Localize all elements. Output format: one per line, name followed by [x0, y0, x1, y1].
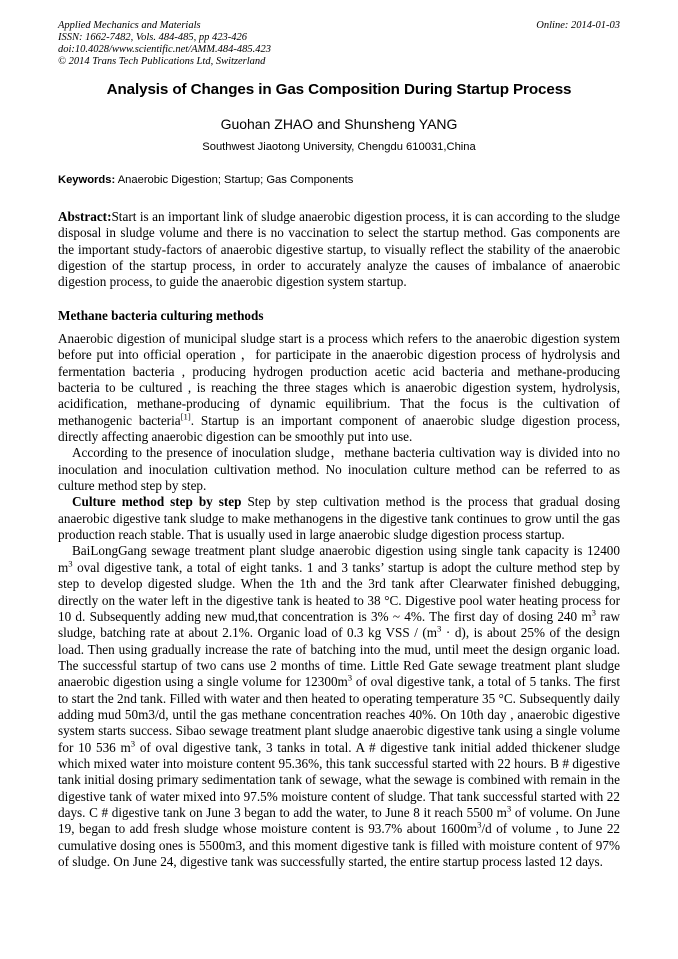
paragraph-4-segment-6: of oval digestive tank, 3 tanks in total. A # digestive tank initial added thickener sludge which mixed water into moisture content 95.36%, this tank successful started with 22 hours. B # digestive tank initial dosing primary sedimentation tank of sewage, what the sewage is combined with remain in the digestive tank of water mixed into 97.5% moisture content of sludge. That tank successful started with 22 days. C # digestive tank on June 3 began to add the water, to June 8 it reach 5500 m [58, 739, 620, 820]
paragraph-4-segment-5: of oval digestive tank, a total of 5 tanks. The first to start the 2nd tank. Filled with water and then heated to operating temperature 35 °C. Subsequently daily adding mud 50m3/d, until the gas methane concentration reaches 40%. On 10th day , anaerobic digestive system starts success. Sibao sewage treatment plant sludge anaerobic digestive tank using a single volume for 10 536 m [58, 674, 620, 755]
author-list: Guohan ZHAO and Shunsheng YANG [220, 116, 458, 132]
issn-line: ISSN: 1662-7482, Vols. 484-485, pp 423-426 [58, 32, 247, 44]
paragraph-4-segment-1: BaiLongGang sewage treatment plant sludge anaerobic digestion using single tank capacity is 12400 m [58, 543, 620, 575]
superscript-cubic-2: 3 [591, 607, 596, 618]
paragraph-3-text: Step by step cultivation method is the process that gradual dosing anaerobic digestive tank sludge to make methanogens in the digestive tank continues to grow until the gas production reach stable. That is usually used in large anaerobic sludge digestion process startup. [58, 494, 620, 543]
abstract-block [58, 209, 620, 291]
journal-header-top-row [58, 20, 620, 32]
keywords-label: Keywords: [58, 174, 116, 186]
doi-line[interactable]: doi:10.4028/www.scientific.net/AMM.484-485.423 [58, 44, 271, 56]
paragraph-4 [58, 543, 620, 870]
copyright-line: © 2014 Trans Tech Publications Ltd, Switzerland [58, 56, 266, 68]
paragraph-1-part-1: Anaerobic digestion of municipal sludge start is a process which refers to the anaerobic digestion system before put into official operation ，for participate in the anaerobic digestion process of hydrolysis and fermentation bacteria , producing hydrogen production acetic acid bacteria and methane-producing bacteria to be cultured , is reaching the three stages which is anaerobic digestion system, hydrolysis, acidification, methane-producing of dynamic equilibrium. That the focus is the cultivation of methanogenic bacteria [58, 331, 620, 428]
paragraph-4-segment-8: /d of volume , to June 22 cumulative dosing ones is 5500m3, and this moment digestive tank is filled with moisture content of 97% of sludge. On June 24, digestive tank was successfully started, the entire startup process lasted 12 days. [58, 821, 621, 869]
abstract-text: Start is an important link of sludge anaerobic digestion process, it is can according to the sludge disposal in sludge volume and there is no vaccination to select the startup method. Gas components are the important study-factors of anaerobic digestive startup, to visually reflect the stability of the anaerobic digestion of the startup process, in order to accurately analyze the causes of imbalance of anaerobic digestion process, to guide the anaerobic digestion system startup. [58, 209, 620, 290]
superscript-cubic-5: 3 [130, 738, 136, 749]
journal-header [58, 20, 620, 68]
paragraph-2: According to the presence of inoculation sludge，methane bacteria cultivation way is divided into no inoculation and inoculation cultivation method. No inoculation culture method can be referred to as culture method step by step. [58, 445, 620, 494]
affiliation: Southwest Jiaotong University, Chengdu 610031,China [202, 141, 476, 153]
superscript-cubic-3: 3 [437, 623, 442, 634]
superscript-cubic-7: 3 [477, 819, 482, 830]
paragraph-3-run-in-heading: Culture method step by step [72, 494, 242, 510]
superscript-cubic-1: 3 [68, 558, 73, 569]
paragraph-4-segment-2: oval digestive tank, a total of eight tanks. 1 and 3 tanks’ startup is adopt the culture method step by step to develop digested sludge. When the 1th and the 3rd tank after Clearwater finished debugging, directly on the water left in the digestive tank is heated to 38 °C. Digestive pool water heating process for 10 d. Subsequently adding new mud,that concentration is 3% ~ 4%. The first day of dosing 240 m [58, 559, 620, 624]
paragraph-1-part-2: . Startup is an important component of anaerobic sludge digestion process, directly affecting anaerobic digestion can be smoothly put into use. [58, 412, 620, 445]
paragraph-4-segment-3: raw sludge, batching rate at about 2.1%. Organic load of 0.3 kg VSS / (m [58, 608, 620, 641]
page-title: Analysis of Changes in Gas Composition During Startup Process [106, 81, 572, 98]
keywords-value: Anaerobic Digestion; Startup; Gas Components [115, 174, 354, 186]
superscript-cubic-4: 3 [347, 672, 353, 683]
section-heading: Methane bacteria culturing methods [58, 308, 264, 323]
citation-reference-1[interactable]: [1] [180, 411, 191, 422]
journal-name: Applied Mechanics and Materials [58, 20, 201, 31]
paragraph-4-segment-4: · d), is about 25% of the design load. Then using gradually increase the rate of batching into the mud, until meet the design organic load. The successful startup of two cans use 2 months of time. Little Red Gate sewage treatment plant sludge anaerobic digestion using a single volume for 12300m [58, 625, 620, 690]
body-text [58, 331, 620, 870]
online-date: Online: 2014-01-03 [536, 20, 620, 31]
paragraph-3 [58, 494, 620, 543]
paragraph-4-segment-7: of volume. On June 19, began to add fresh sludge whose moisture content is 93.7% about 1600m [58, 804, 620, 837]
keywords-line [58, 173, 620, 188]
superscript-cubic-6: 3 [506, 803, 512, 814]
abstract-label: Abstract: [58, 209, 112, 224]
paragraph-1 [58, 331, 620, 445]
